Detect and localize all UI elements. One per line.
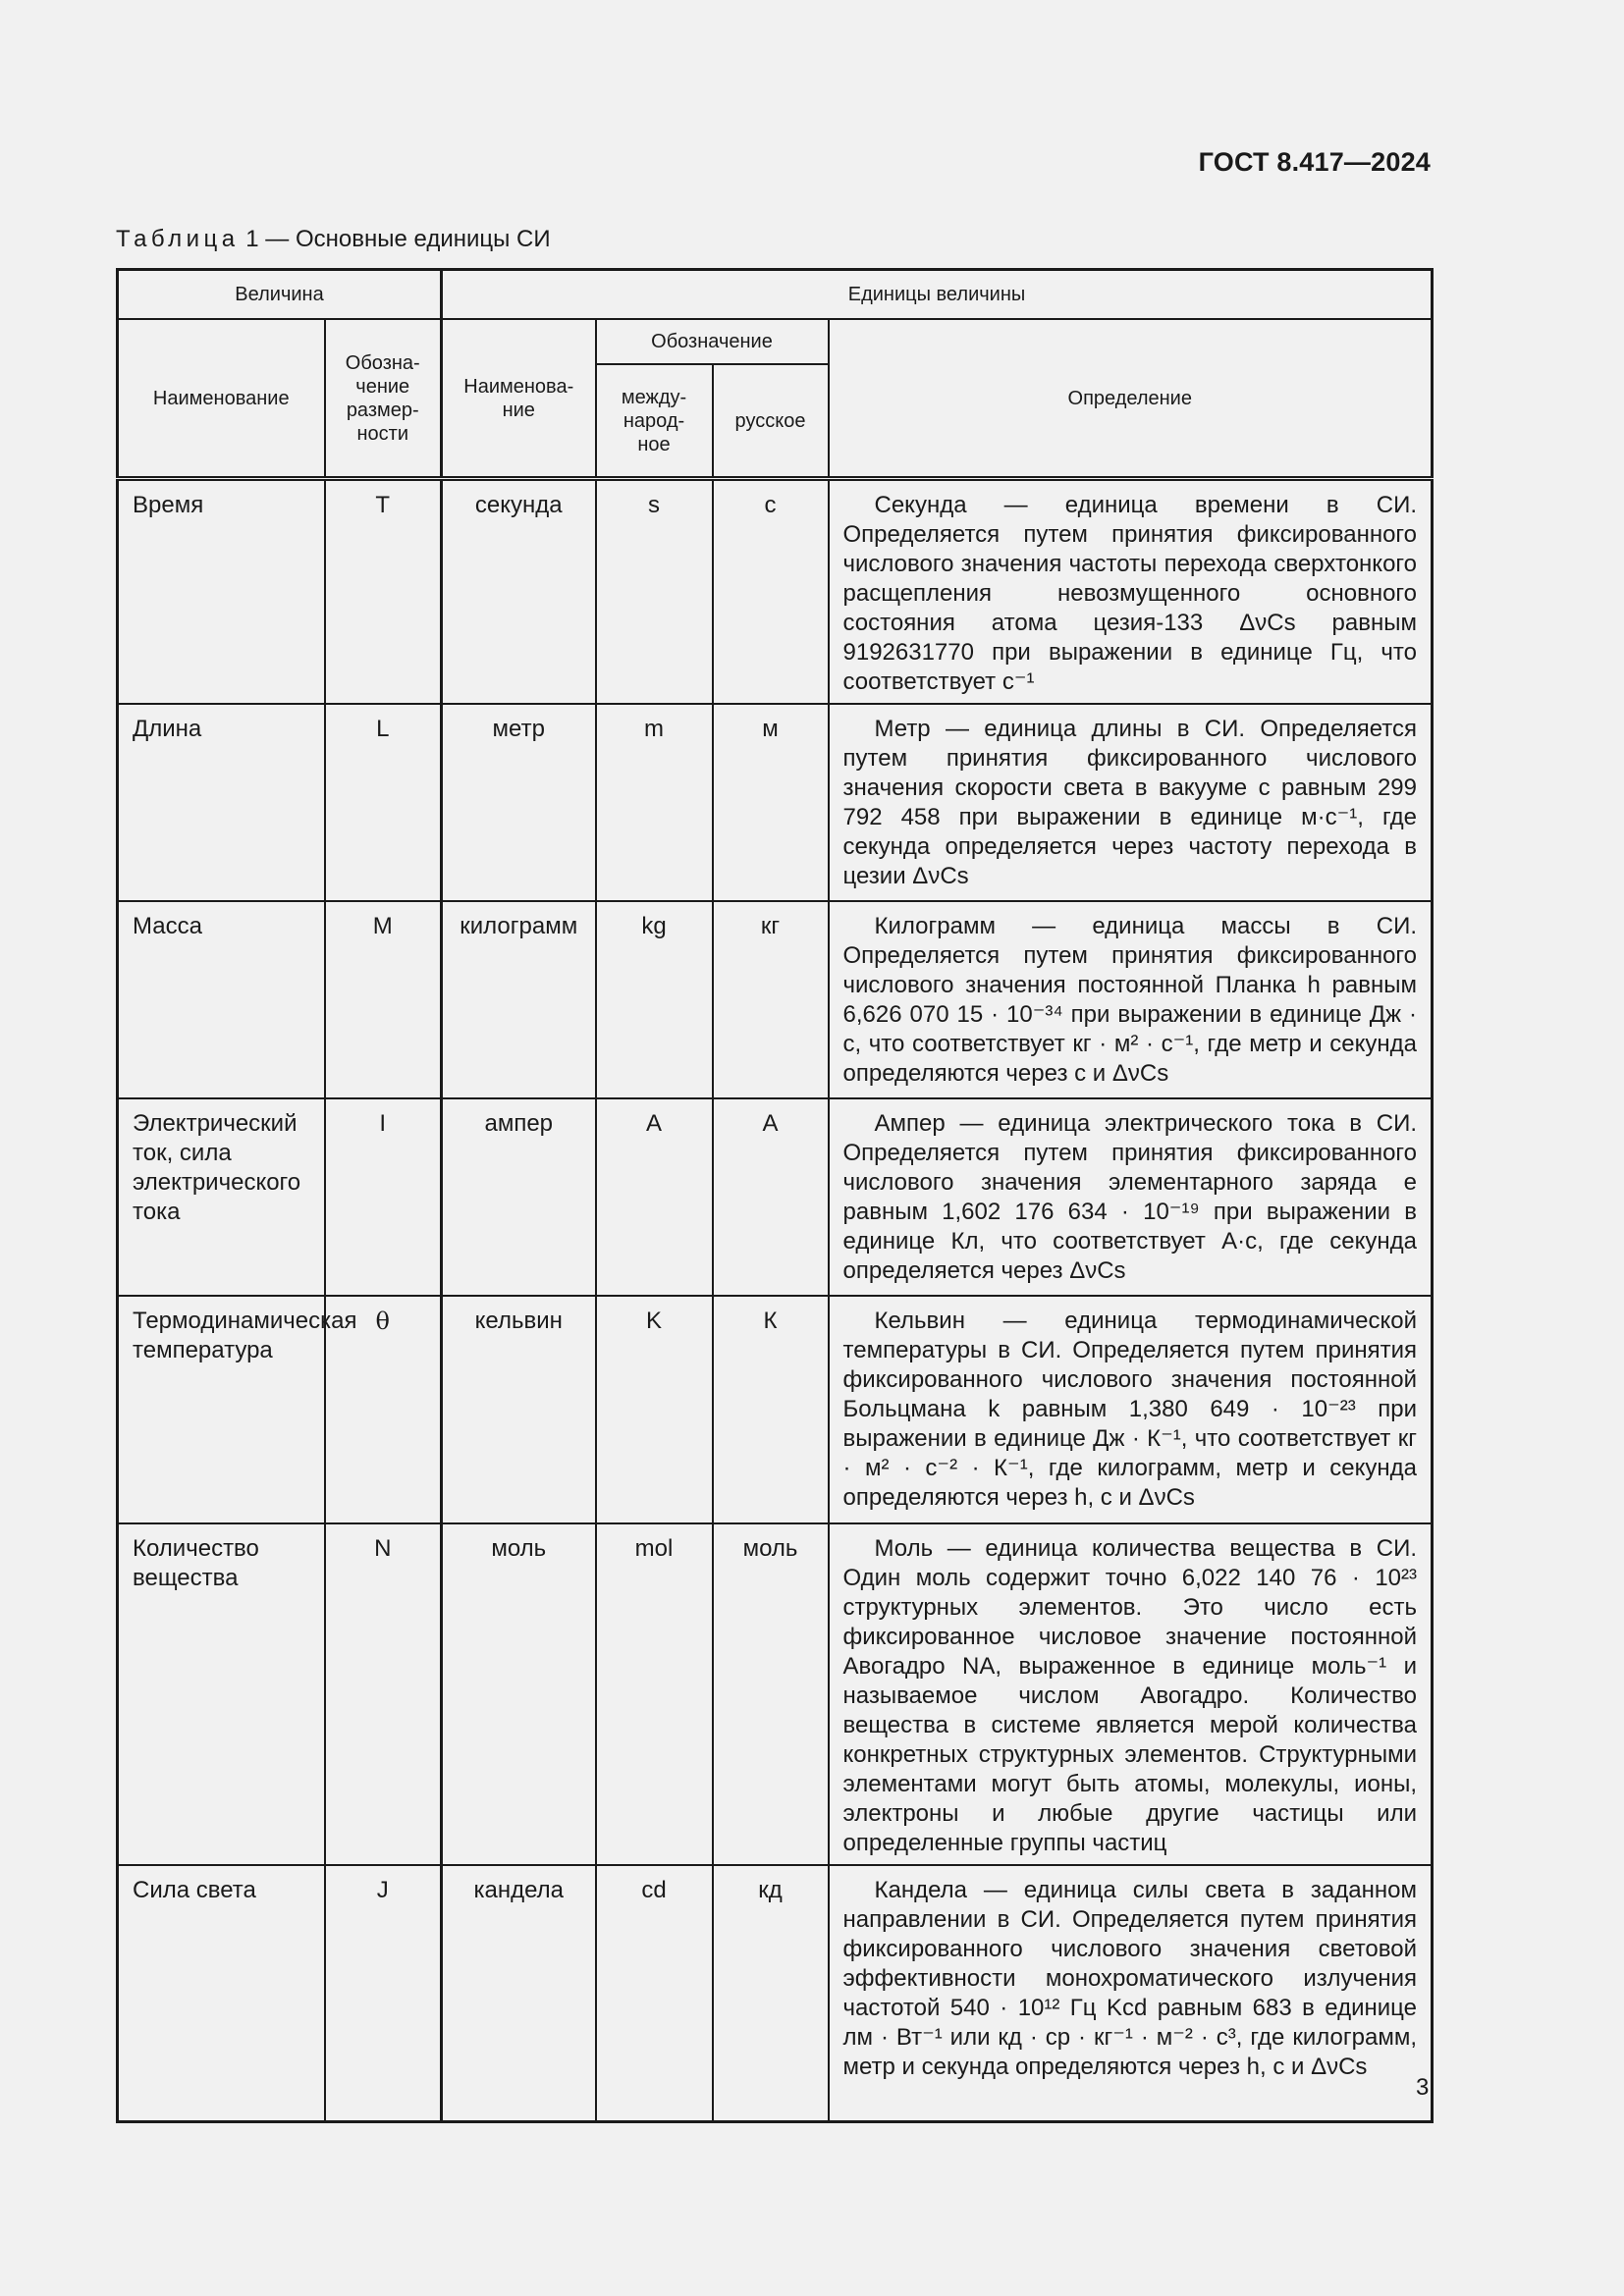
unit-name: моль xyxy=(442,1523,596,1865)
dimension-symbol: I xyxy=(325,1098,442,1296)
dimension-symbol: N xyxy=(325,1523,442,1865)
table-row xyxy=(118,1865,1433,2122)
unit-name: килограмм xyxy=(442,901,596,1098)
caption-text: 1 — Основные единицы СИ xyxy=(239,226,551,252)
table-caption xyxy=(116,226,551,253)
quantity-name: Сила света xyxy=(118,1865,325,2122)
dimension-symbol: M xyxy=(325,901,442,1098)
header-quantity-group: Величина xyxy=(118,270,442,320)
intl-symbol: s xyxy=(596,479,713,705)
header-definition: Определение xyxy=(829,319,1433,479)
unit-name: ампер xyxy=(442,1098,596,1296)
document-code: ГОСТ 8.417—2024 xyxy=(1198,147,1431,177)
unit-definition: Ампер — единица электрического тока в СИ. Определяется путем принятия фиксированного числового значения элементарного заряда e равным 1,602 176 634 · 10⁻¹⁹ при выражении в единице Кл, что соответствует А·с, где секунда определяется через ΔνCs xyxy=(829,1098,1433,1296)
table-row xyxy=(118,479,1433,705)
table-row xyxy=(118,704,1433,901)
unit-definition: Кандела — единица силы света в заданном направлении в СИ. Определяется путем принятия фиксированного числового значения световой эффективности монохроматического излучения частотой 540 · 10¹² Гц Kcd равным 683 в единице лм · Вт⁻¹ или кд · ср · кг⁻¹ · м⁻² · с³, где килограмм, метр и секунда определяются через h, c и ΔνCs xyxy=(829,1865,1433,2122)
rus-symbol: м xyxy=(713,704,829,901)
rus-symbol: кг xyxy=(713,901,829,1098)
quantity-name: Термодинамическая температура xyxy=(118,1296,325,1523)
rus-symbol: с xyxy=(713,479,829,705)
unit-name: кельвин xyxy=(442,1296,596,1523)
intl-symbol: cd xyxy=(596,1865,713,2122)
table-row xyxy=(118,901,1433,1098)
header-russian: русское xyxy=(713,364,829,479)
page-number: 3 xyxy=(1416,2074,1430,2101)
dimension-symbol: L xyxy=(325,704,442,901)
dimension-symbol: θ xyxy=(325,1296,442,1523)
quantity-name: Количество вещества xyxy=(118,1523,325,1865)
quantity-name: Электрический ток, сила электрического тока xyxy=(118,1098,325,1296)
unit-name: метр xyxy=(442,704,596,901)
dimension-symbol: J xyxy=(325,1865,442,2122)
table-row xyxy=(118,1098,1433,1296)
header-international: между- народ- ное xyxy=(596,364,713,479)
unit-definition: Моль — единица количества вещества в СИ. Один моль содержит точно 6,022 140 76 · 10²³ структурных элементов. Это число есть фиксированное числовое значение постоянной Авогадро NA, выраженное в единице моль⁻¹ и называемое числом Авогадро. Количество вещества в системе является мерой количества конкретных структурных элементов. Структурными элементами могут быть атомы, молекулы, ионы, электроны и любые другие частицы или определенные группы частиц xyxy=(829,1523,1433,1865)
header-quantity-name: Наименование xyxy=(118,319,325,479)
quantity-name: Длина xyxy=(118,704,325,901)
unit-definition: Килограмм — единица массы в СИ. Определяется путем принятия фиксированного числового значения постоянной Планка h равным 6,626 070 15 · 10⁻³⁴ при выражении в единице Дж · с, что соответствует кг · м² · с⁻¹, где метр и секунда определяются через c и ΔνCs xyxy=(829,901,1433,1098)
table-row xyxy=(118,1523,1433,1865)
intl-symbol: kg xyxy=(596,901,713,1098)
caption-label: Таблица xyxy=(116,226,240,252)
unit-definition: Секунда — единица времени в СИ. Определяется путем принятия фиксированного числового значения частоты перехода сверхтонкого расщепления невозмущенного основного состояния атома цезия-133 ΔνCs равным 9192631770 при выражении в единице Гц, что соответствует с⁻¹ xyxy=(829,479,1433,705)
intl-symbol: K xyxy=(596,1296,713,1523)
unit-name: секунда xyxy=(442,479,596,705)
rus-symbol: кд xyxy=(713,1865,829,2122)
si-base-units-table xyxy=(116,268,1434,2123)
intl-symbol: A xyxy=(596,1098,713,1296)
table-row xyxy=(118,1296,1433,1523)
header-units-group: Единицы величины xyxy=(442,270,1433,320)
unit-name: кандела xyxy=(442,1865,596,2122)
header-unit-name: Наименова- ние xyxy=(442,319,596,479)
rus-symbol: моль xyxy=(713,1523,829,1865)
unit-definition: Кельвин — единица термодинамической температуры в СИ. Определяется путем принятия фиксированного числового значения постоянной Больцмана k равным 1,380 649 · 10⁻²³ при выражении в единице Дж · К⁻¹, что соответствует кг · м² · с⁻² · К⁻¹, где килограмм, метр и секунда определяются через h, c и ΔνCs xyxy=(829,1296,1433,1523)
header-dimension-symbol: Обозна- чение размер- ности xyxy=(325,319,442,479)
quantity-name: Масса xyxy=(118,901,325,1098)
quantity-name: Время xyxy=(118,479,325,705)
rus-symbol: К xyxy=(713,1296,829,1523)
dimension-symbol: T xyxy=(325,479,442,705)
unit-definition: Метр — единица длины в СИ. Определяется путем принятия фиксированного числового значения скорости света в вакууме c равным 299 792 458 при выражении в единице м·с⁻¹, где секунда определяется через частоту перехода в цезии ΔνCs xyxy=(829,704,1433,901)
intl-symbol: m xyxy=(596,704,713,901)
intl-symbol: mol xyxy=(596,1523,713,1865)
rus-symbol: А xyxy=(713,1098,829,1296)
header-designation-group: Обозначение xyxy=(596,319,829,364)
